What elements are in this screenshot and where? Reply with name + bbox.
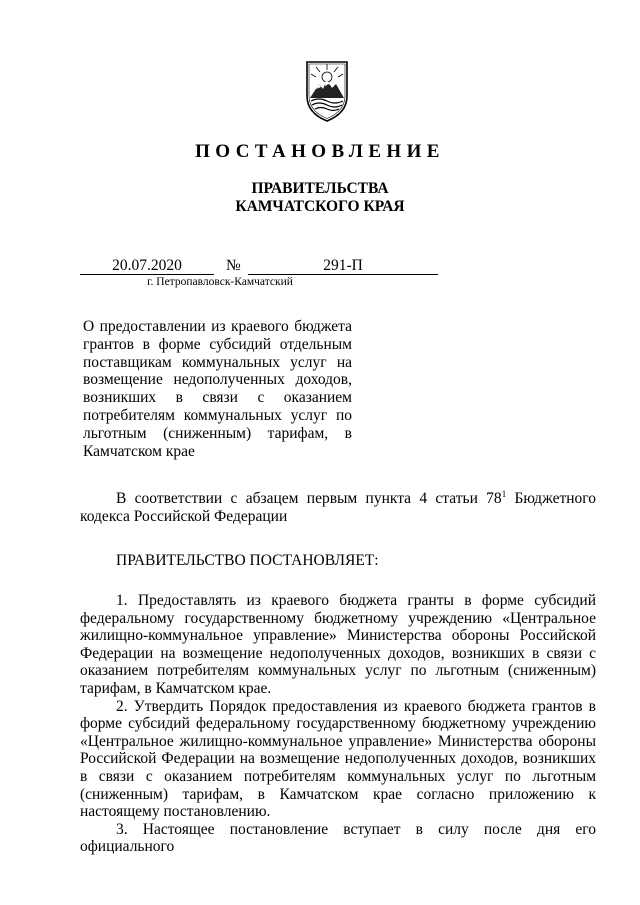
document-city: г. Петропавловск-Камчатский	[147, 276, 293, 288]
kamchatka-coat-of-arms-icon	[302, 60, 352, 122]
legal-basis-text: В соответствии с абзацем первым пункта 4 статьи 78	[116, 490, 502, 507]
number-sign: №	[226, 257, 241, 274]
authority-line-1: ПРАВИТЕЛЬСТВА	[251, 180, 389, 197]
issuing-authority	[0, 180, 640, 216]
resolution-item-2: 2. Утвердить Порядок предоставления из краевого бюджета грантов в форме субсидий федеральному государственному бюджетному учреждению «Центральное жилищно-коммунальное управление» Министерства обороны Российской Федерации на возмещение недополученных доходов, возникших в связи с оказанием потребителям коммунальных услуг по льготным (сниженным) тарифам, в Камчатском крае согласно приложению к настоящему постановлению.	[80, 697, 596, 821]
resolution-heading: ПРАВИТЕЛЬСТВО ПОСТАНОВЛЯЕТ:	[116, 552, 379, 569]
resolution-items	[80, 592, 596, 856]
document-date	[80, 257, 214, 275]
legal-basis-text-end: Бюджетного кодекса Российской Федерации	[80, 490, 596, 525]
document-subject: О предоставлении из краевого бюджета грантов в форме субсидий отдельным поставщикам коммунальных услуг на возмещение недополученных доходов, возникших в связи с оказанием потребителям коммунальных услуг по льготным (сниженным) тарифам, в Камчатском крае	[83, 318, 352, 460]
document-date-value: 20.07.2020	[112, 257, 182, 274]
resolution-item-3: 3. Настоящее постановление вступает в силу после дня его официального	[80, 820, 596, 856]
document-number: 291-П	[248, 257, 438, 275]
resolution-item-1: 1. Предоставлять из краевого бюджета гранты в форме субсидий федеральному государственному бюджетному учреждению «Центральное жилищно-коммунальное управление» Министерства обороны Российской Федерации на возмещение недополученных доходов, возникших в связи с оказанием потребителям коммунальных услуг по льготным (сниженным) тарифам, в Камчатском крае.	[80, 592, 596, 697]
legal-basis-paragraph	[80, 490, 596, 525]
article-superscript: 1	[501, 488, 507, 499]
document-type-title: ПОСТАНОВЛЕНИЕ	[195, 141, 445, 162]
registration-row	[80, 257, 363, 275]
authority-line-2: КАМЧАТСКОГО КРАЯ	[235, 198, 405, 215]
